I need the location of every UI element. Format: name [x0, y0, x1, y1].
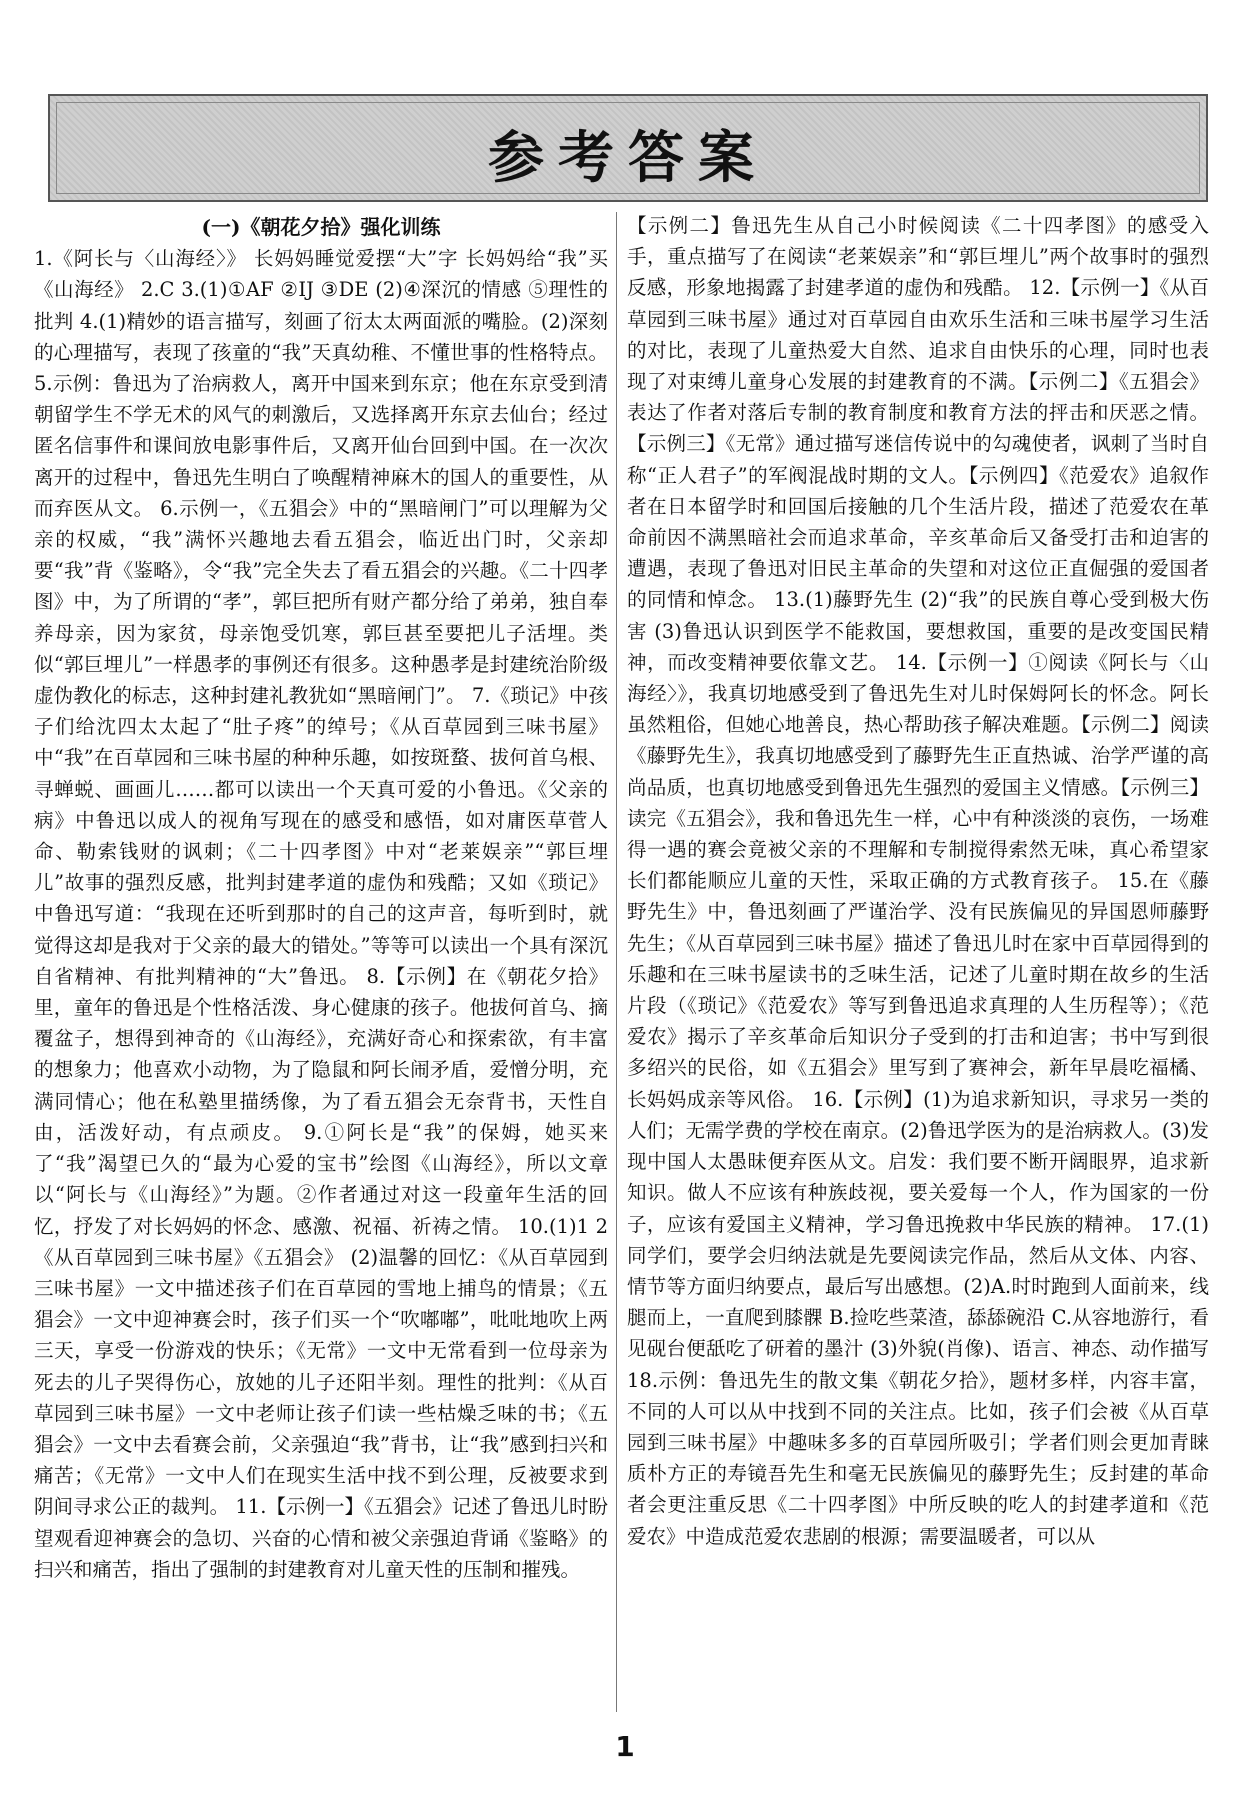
right-answer-text: 【示例二】鲁迅先生从自己小时候阅读《二十四孝图》的感受入手，重点描写了在阅读“老莱娱亲”和“郭巨埋儿”两个故事时的强烈反感，形象地揭露了封建孝道的虚伪和残酷。 12.【示例一】《从百草园到三味书屋》通过对百草园自由欢乐生活和三味书屋学习生活的对比，表现了儿童热爱大自然、追求自由快乐的心理，同时也表现了对束缚儿童身心发展的封建教育的不满。【示例二】《五猖会》表达了作者对落后专制的教育制度和教育方法的抨击和厌恶之情。【示例三】《无常》通过描写迷信传说中的勾魂使者，讽刺了当时自称“正人君子”的军阀混战时期的文人。【示例四】《范爱农》追叙作者在日本留学时和回国后接触的几个生活片段，描述了范爱农在革命前因不满黑暗社会而追求革命，辛亥革命后又备受打击和迫害的遭遇，表现了鲁迅对旧民主革命的失望和对这位正直倔强的爱国者的同情和悼念。 13.(1)藤野先生 (2)“我”的民族自尊心受到极大伤害 (3)鲁迅认识到医学不能救国，要想救国，重要的是改变国民精神，而改变精神要依靠文艺。 14.【示例一】①阅读《阿长与〈山海经〉》，我真切地感受到了鲁迅先生对儿时保姆阿长的怀念。阿长虽然粗俗，但她心地善良，热心帮助孩子解决难题。【示例二】阅读《藤野先生》，我真切地感受到了藤野先生正直热诚、治学严谨的高尚品质，也真切地感受到鲁迅先生强烈的爱国主义情感。【示例三】读完《五猖会》，我和鲁迅先生一样，心中有种淡淡的哀伤，一场难得一遇的赛会竟被父亲的不理解和专制搅得索然无味，真心希望家长们都能顺应儿童的天性，采取正确的方式教育孩子。 15.在《藤野先生》中，鲁迅刻画了严谨治学、没有民族偏见的异国恩师藤野先生；《从百草园到三味书屋》描述了鲁迅儿时在家中百草园得到的乐趣和在三味书屋读书的乏味生活，记述了儿童时期在故乡的生活片段（《琐记》《范爱农》等写到鲁迅追求真理的人生历程等）；《范爱农》揭示了辛亥革命后知识分子受到的打击和迫害；书中写到很多绍兴的民俗，如《五猖会》里写到了赛神会，新年早晨吃福橘、长妈妈成亲等风俗。 16.【示例】(1)为追求新知识，寻求另一类的人们；无需学费的学校在南京。(2)鲁迅学医为的是治病救人。(3)发现中国人太愚昧便弃医从文。启发：我们要不断开阔眼界，追求新知识。做人不应该有种族歧视，要关爱每一个人，作为国家的一份子，应该有爱国主义精神，学习鲁迅挽救中华民族的精神。 17.(1)同学们，要学会归纳法就是先要阅读完作品，然后从文体、内容、情节等方面归纳要点，最后写出感想。(2)A.时时跑到人面前来，线腿而上，一直爬到膝髁 B.捡吃些菜渣，舔舔碗沿 C.从容地游行，看见砚台便舐吃了研着的墨汁 (3)外貌(肖像)、语言、神态、动作描写 18.示例：鲁迅先生的散文集《朝花夕拾》，题材多样，内容丰富，不同的人可以从中找到不同的关注点。比如，孩子们会被《从百草园到三味书屋》中趣味多多的百草园所吸引；学者们则会更加青睐质朴方正的寿镜吾先生和毫无民族偏见的藤野先生；反封建的革命者会更注重反思《二十四孝图》中所反映的吃人的封建孝道和《范爱农》中造成范爱农悲剧的根源；需要温暖者，可以从: [627, 214, 1209, 1548]
page-number: 1: [615, 1730, 635, 1763]
left-column: [34, 210, 608, 1730]
section-title: (一)《朝花夕拾》强化训练: [201, 215, 441, 239]
column-divider: [616, 212, 617, 1712]
left-answer-text: 1.《阿长与〈山海经〉》 长妈妈睡觉爱摆“大”字 长妈妈给“我”买《山海经》 2.C 3.(1)①AF ②IJ ③DE (2)④深沉的情感 ⑤理性的批判 4.(1)精妙的语言描写，刻画了衍太太两面派的嘴脸。(2)深刻的心理描写，表现了孩童的“我”天真幼稚、不懂世事的性格特点。 5.示例：鲁迅为了治病救人，离开中国来到东京；他在东京受到清朝留学生不学无术的风气的刺激后，又选择离开东京去仙台；经过匿名信事件和课间放电影事件后，又离开仙台回到中国。在一次次离开的过程中，鲁迅先生明白了唤醒精神麻木的国人的重要性，从而弃医从文。 6.示例一，《五猖会》中的“黑暗闸门”可以理解为父亲的权威，“我”满怀兴趣地去看五猖会，临近出门时，父亲却要“我”背《鉴略》，令“我”完全失去了看五猖会的兴趣。《二十四孝图》中，为了所谓的“孝”，郭巨把所有财产都分给了弟弟，独自奉养母亲，因为家贫，母亲饱受饥寒，郭巨甚至要把儿子活埋。类似“郭巨埋儿”一样愚孝的事例还有很多。这种愚孝是封建统治阶级虚伪教化的标志，这种封建礼教犹如“黑暗闸门”。 7.《琐记》中孩子们给沈四太太起了“肚子疼”的绰号；《从百草园到三味书屋》中“我”在百草园和三味书屋的种种乐趣，如按斑蝥、拔何首乌根、寻蝉蜕、画画儿……都可以读出一个天真可爱的小鲁迅。《父亲的病》中鲁迅以成人的视角写现在的感受和感悟，如对庸医草菅人命、勒索钱财的讽刺；《二十四孝图》中对“老莱娱亲”“郭巨埋儿”故事的强烈反感，批判封建孝道的虚伪和残酷；又如《琐记》中鲁迅写道：“我现在还听到那时的自己的这声音，每听到时，就觉得这却是我对于父亲的最大的错处。”等等可以读出一个具有深沉自省精神、有批判精神的“大”鲁迅。 8.【示例】在《朝花夕拾》里，童年的鲁迅是个性格活泼、身心健康的孩子。他拔何首乌、摘覆盆子，想得到神奇的《山海经》，充满好奇心和探索欲，有丰富的想象力；他喜欢小动物，为了隐鼠和阿长闹矛盾，爱憎分明，充满同情心；他在私塾里描绣像，为了看五猖会无奈背书，天性自由，活泼好动，有点顽皮。 9.①阿长是“我”的保姆，她买来了“我”渴望已久的“最为心爱的宝书”绘图《山海经》，所以文章以“阿长与《山海经》”为题。②作者通过对这一段童年生活的回忆，抒发了对长妈妈的怀念、感激、祝福、祈祷之情。 10.(1)1 2 《从百草园到三味书屋》《五猖会》 (2)温馨的回忆：《从百草园到三味书屋》一文中描述孩子们在百草园的雪地上捕鸟的情景；《五猖会》一文中迎神赛会时，孩子们买一个“吹嘟嘟”，吡吡地吹上两三天，享受一份游戏的快乐；《无常》一文中无常看到一位母亲为死去的儿子哭得伤心，放她的儿子还阳半刻。理性的批判：《从百草园到三味书屋》一文中老师让孩子们读一些枯燥乏味的书；《五猖会》一文中去看赛会前，父亲强迫“我”背书，让“我”感到扫兴和痛苦；《无常》一文中人们在现实生活中找不到公理，反被要求到阴间寻求公正的裁判。 11.【示例一】《五猖会》记述了鲁迅儿时盼望观看迎神赛会的急切、兴奋的心情和被父亲强迫背诵《鉴略》的扫兴和痛苦，指出了强制的封建教育对儿童天性的压制和摧残。: [34, 247, 608, 1581]
title-banner: [48, 94, 1208, 202]
right-column: [627, 210, 1209, 1730]
page-title: 参考答案: [488, 126, 768, 191]
